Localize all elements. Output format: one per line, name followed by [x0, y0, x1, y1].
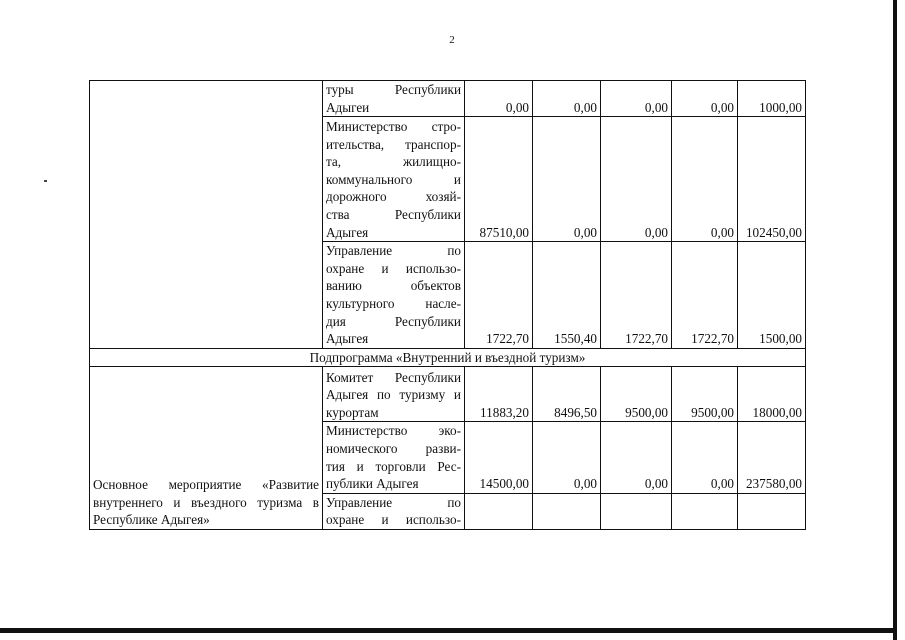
scan-page-edge-right: [893, 0, 897, 640]
value-cell: 1722,70: [672, 242, 738, 349]
value-cell: 87510,00: [465, 117, 533, 242]
executor-cell: [323, 422, 465, 493]
subprogram-title: Подпрограмма «Внутренний и въездной туризм»: [90, 348, 806, 367]
value-cell: 0,00: [533, 81, 601, 117]
value-cell: 9500,00: [601, 367, 672, 422]
value-cell: 0,00: [601, 117, 672, 242]
value-cell: [465, 493, 533, 529]
executor-line: ства Республики: [326, 207, 461, 222]
executor-cell: [323, 493, 465, 529]
executor-line: Министерство стро-: [326, 119, 461, 135]
scan-page-edge-bottom: [0, 628, 897, 633]
executor-line: Министерство эко-: [326, 423, 461, 439]
executor-line: Адыгеи: [326, 99, 370, 115]
budget-table: [89, 80, 806, 530]
executor-line: Адыгея: [326, 331, 369, 347]
subprogram-row: [90, 348, 806, 367]
value-cell: [601, 493, 672, 529]
executor-cell: [323, 242, 465, 349]
executor-line: Адыгея по туризму и: [326, 387, 461, 403]
value-cell: 0,00: [672, 117, 738, 242]
value-cell: 14500,00: [465, 422, 533, 493]
value-cell: 0,00: [601, 422, 672, 493]
executor-line: охране и использо-: [326, 512, 461, 528]
value-cell: [672, 493, 738, 529]
value-cell: 0,00: [672, 81, 738, 117]
value-cell: [533, 493, 601, 529]
value-cell: 0,00: [533, 117, 601, 242]
value-cell: 1000,00: [738, 81, 806, 117]
event-line: Основное мероприятие «Развитие: [93, 477, 319, 493]
executor-line: тия и торговли Рес-: [326, 458, 461, 474]
executor-line: коммунального и: [326, 171, 461, 187]
executor-line: номического разви-: [326, 440, 461, 456]
event-cell: [90, 367, 323, 530]
value-cell: 237580,00: [738, 422, 806, 493]
executor-line: курортам: [326, 404, 379, 420]
executor-line: Комитет Республики: [326, 369, 461, 385]
value-cell: 1722,70: [465, 242, 533, 349]
value-cell: 1722,70: [601, 242, 672, 349]
event-cell-empty: [90, 81, 323, 349]
executor-line: культурного насле-: [326, 295, 461, 311]
event-line: внутреннего и въездного туризма в: [93, 494, 319, 510]
table-row: [90, 81, 806, 117]
value-cell: 0,00: [601, 81, 672, 117]
executor-cell: [323, 81, 465, 117]
value-cell: 8496,50: [533, 367, 601, 422]
executor-line: охране и использо-: [326, 260, 461, 276]
executor-line: дорожного хозяй-: [326, 189, 461, 205]
executor-line: Управление по: [326, 494, 461, 510]
value-cell: 11883,20: [465, 367, 533, 422]
scan-speck: [44, 180, 47, 182]
executor-line: ванию объектов: [326, 278, 461, 294]
table-row: [90, 367, 806, 422]
executor-line: Управление по: [326, 243, 461, 259]
event-line: Республике Адыгея»: [93, 512, 210, 528]
page-number: 2: [449, 34, 455, 46]
executor-line: Адыгея: [326, 224, 369, 240]
value-cell: 1500,00: [738, 242, 806, 349]
executor-line: туры Республики: [326, 82, 461, 97]
executor-line: публики Адыгея: [326, 476, 419, 492]
value-cell: 0,00: [465, 81, 533, 117]
executor-line: ительства, транспор-: [326, 136, 461, 152]
value-cell: 9500,00: [672, 367, 738, 422]
value-cell: [738, 493, 806, 529]
value-cell: 0,00: [533, 422, 601, 493]
executor-cell: [323, 117, 465, 242]
value-cell: 102450,00: [738, 117, 806, 242]
value-cell: 1550,40: [533, 242, 601, 349]
executor-line: дия Республики: [326, 313, 461, 329]
executor-cell: [323, 367, 465, 422]
executor-line: та, жилищно-: [326, 154, 461, 170]
value-cell: 18000,00: [738, 367, 806, 422]
value-cell: 0,00: [672, 422, 738, 493]
